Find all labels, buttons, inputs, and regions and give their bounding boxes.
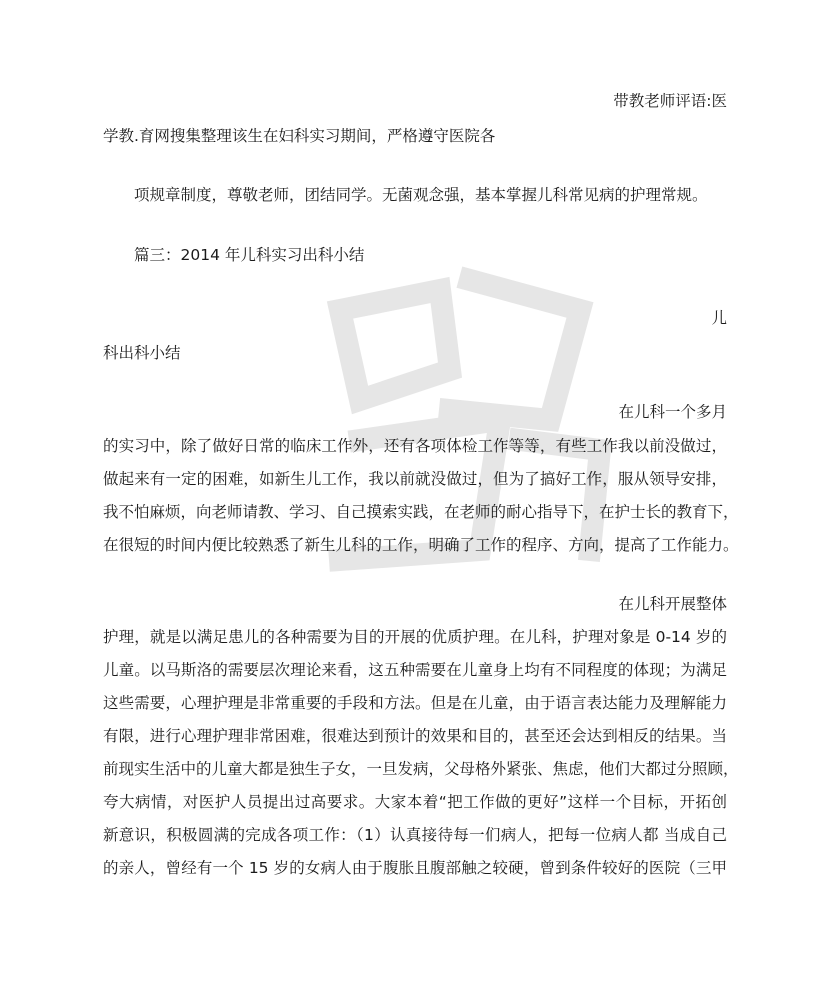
text-line-9: 做起来有一定的困难，如新生儿工作，我以前就没做过，但为了搞好工作，服从领导安排， bbox=[103, 470, 727, 488]
text-line-20: 的亲人，曾经有一个 15 岁的女病人由于腹胀且腹部触之较硬，曾到条件较好的医院（三甲 bbox=[103, 859, 727, 877]
text-line-5: 儿 bbox=[711, 309, 727, 327]
text-line-2: 学教.育网搜集整理该生在妇科实习期间，严格遵守医院各 bbox=[103, 127, 496, 145]
text-line-4: 篇三：2014 年儿科实习出科小结 bbox=[134, 246, 365, 264]
text-line-7: 在儿科一个多月 bbox=[618, 403, 727, 421]
text-line-19: 新意识，积极圆满的完成各项工作：（1）认真接待每一们病人，把每一位病人都 当成自己 bbox=[103, 826, 727, 844]
text-line-14: 儿童。以马斯洛的需要层次理论来看，这五种需要在儿童身上均有不同程度的体现；为满足 bbox=[103, 661, 727, 679]
text-line-17: 前现实生活中的儿童大都是独生子女，一旦发病，父母格外紧张、焦虑，他们大都过分照顾， bbox=[103, 760, 739, 778]
text-line-6: 科出科小结 bbox=[103, 344, 181, 362]
text-line-12: 在儿科开展整体 bbox=[618, 595, 727, 613]
text-line-11: 在很短的时间内便比较熟悉了新生儿科的工作，明确了工作的程序、方向，提高了工作能力。 bbox=[103, 536, 739, 554]
text-line-15: 这些需要，心理护理是非常重要的手段和方法。但是在儿童，由于语言表达能力及理解能力 bbox=[103, 694, 727, 712]
text-line-10: 我不怕麻烦，向老师请教、学习、自己摸索实践，在老师的耐心指导下，在护士长的教育下， bbox=[103, 503, 739, 521]
text-line-1: 带教老师评语:医 bbox=[613, 92, 727, 110]
text-line-8: 的实习中，除了做好日常的临床工作外，还有各项体检工作等等，有些工作我以前没做过， bbox=[103, 437, 727, 455]
text-line-16: 有限，进行心理护理非常困难，很难达到预计的效果和目的，甚至还会达到相反的结果。当 bbox=[103, 727, 727, 745]
watermark-logo bbox=[300, 250, 620, 580]
text-line-13: 护理，就是以满足患儿的各种需要为目的开展的优质护理。在儿科，护理对象是 0-14 岁的 bbox=[103, 628, 727, 646]
text-line-3: 项规章制度，尊敬老师，团结同学。无菌观念强，基本掌握儿科常见病的护理常规。 bbox=[134, 186, 708, 204]
text-line-18: 夸大病情，对医护人员提出过高要求。大家本着“把工作做的更好”这样一个目标，开拓创 bbox=[103, 793, 727, 811]
